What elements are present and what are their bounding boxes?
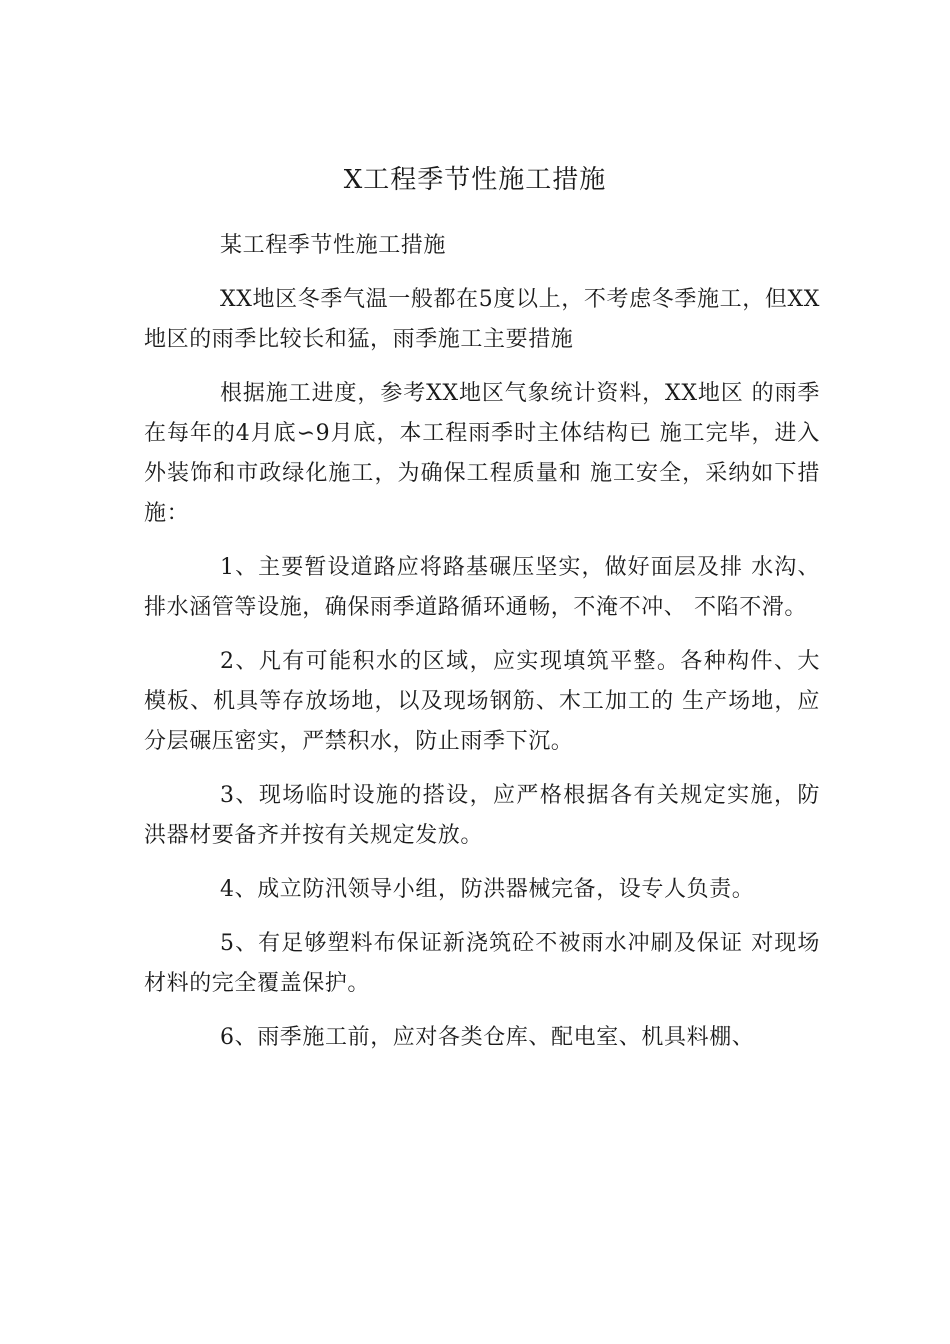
paragraph-measure-1: 1、主要暂设道路应将路基碾压坚实，做好面层及排 水沟、排水涵管等设施，确保雨季道路循环通畅，不淹不冲、 不陷不滑。: [144, 555, 820, 620]
document-subtitle: 某工程季节性施工措施: [220, 233, 447, 258]
paragraph-measure-5: 5、有足够塑料布保证新浇筑砼不被雨水冲刷及保证 对现场材料的完全覆盖保护。: [144, 931, 820, 996]
paragraph-context: 根据施工进度，参考XX地区气象统计资料，XX地区 的雨季在每年的4月底∽9月底，本工程雨季时主体结构已 施工完毕，进入外装饰和市政绿化施工，为确保工程质量和 施工安全，采纳如下措施：: [144, 381, 820, 526]
paragraph-measure-4: 4、成立防汛领导小组，防洪器械完备，设专人负责。: [220, 877, 755, 902]
paragraph-measure-2: 2、凡有可能积水的区域，应实现填筑平整。各种构件、大模板、机具等存放场地，以及现场钢筋、木工加工的 生产场地，应分层碾压密实，严禁积水，防止雨季下沉。: [144, 649, 820, 754]
paragraph-intro: XX地区冬季气温一般都在5度以上，不考虑冬季施工，但XX地区的雨季比较长和猛，雨季施工主要措施: [144, 287, 820, 352]
paragraph-measure-3: 3、现场临时设施的搭设，应严格根据各有关规定实施，防洪器材要备齐并按有关规定发放。: [144, 783, 820, 848]
paragraph-measure-6: 6、雨季施工前，应对各类仓库、配电室、机具料棚、: [220, 1025, 755, 1050]
document-body: [144, 226, 820, 1072]
document-title: X工程季节性施工措施: [343, 165, 607, 195]
